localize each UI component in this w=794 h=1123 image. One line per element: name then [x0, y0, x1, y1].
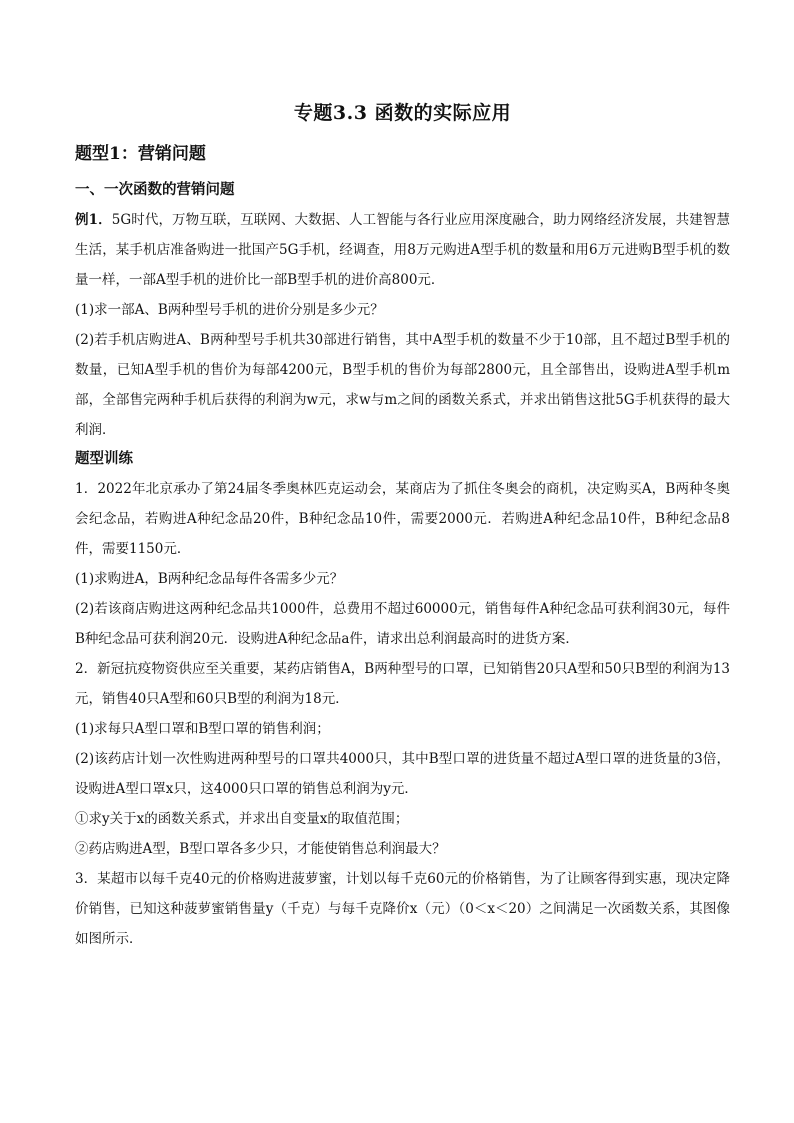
problem-2-question-2: (2)该药店计划一次性购进两种型号的口罩共4000只，其中B型口罩的进货量不超过A型口罩的进货量的3倍，设购进A型口罩x只，这4000只口罩的销售总利润为y元．: [75, 751, 730, 797]
problem-1-question-1: (1)求购进A，B两种纪念品每件各需多少元？: [75, 571, 344, 587]
example-paragraph: [75, 205, 730, 295]
document-title: 专题3.3 函数的实际应用: [293, 102, 512, 124]
problem-2-subquestion-1: ①求y关于x的函数关系式，并求出自变量x的取值范围；: [75, 811, 409, 827]
training-heading: 题型训练: [75, 450, 133, 467]
problem-2-question-1: (1)求每只A型口罩和B型口罩的销售利润；: [75, 721, 330, 737]
problem-3-text: 3．某超市以每千克40元的价格购进菠萝蜜，计划以每千克60元的价格销售，为了让顾客得到实惠，现决定降价销售，已知这种菠萝蜜销售量y（千克）与每千克降价x（元）（0＜x＜20）之间满足一次函数关系，其图像如图所示．: [75, 871, 730, 947]
problem-1-question-2: (2)若该商店购进这两种纪念品共1000件，总费用不超过60000元，销售每件A种纪念品可获利润30元，每件B种纪念品可获利润20元．设购进A种纪念品a件，请求出总利润最高时的进货方案．: [75, 601, 730, 647]
problem-2-subquestion-2: ②药店购进A型，B型口罩各多少只，才能使销售总利润最大？: [75, 841, 446, 857]
subsection-heading: 一、一次函数的营销问题: [75, 181, 235, 198]
example-question-2: (2)若手机店购进A、B两种型号手机共30部进行销售，其中A型手机的数量不少于10部，且不超过B型手机的数量，已知A型手机的售价为每部4200元，B型手机的售价为每部2800元，且全部售出，设购进A型手机m部，全部售完两种手机后获得的利润为w元，求w与m之间的函数关系式，并求出销售这批5G手机获得的最大利润．: [75, 332, 730, 438]
section-heading: 题型1：营销问题: [75, 144, 206, 164]
example-question-1: (1)求一部A、B两种型号手机的进价分别是多少元？: [75, 302, 384, 318]
problem-2-text: 2．新冠抗疫物资供应至关重要，某药店销售A，B两种型号的口罩，已知销售20只A型和50只B型的利润为13元，销售40只A型和60只B型的利润为18元．: [75, 661, 730, 707]
example-text: 5G时代，万物互联，互联网、大数据、人工智能与各行业应用深度融合，助力网络经济发展，共建智慧生活，某手机店准备购进一批国产5G手机，经调查，用8万元购进A型手机的数量和用6万元进购B型手机的数量一样，一部A型手机的进价比一部B型手机的进价高800元．: [75, 212, 730, 288]
problem-1-text: 1．2022年北京承办了第24届冬季奥林匹克运动会，某商店为了抓住冬奥会的商机，决定购买A，B两种冬奥会纪念品，若购进A种纪念品20件，B种纪念品10件，需要2000元．若购进A种纪念品10件，B种纪念品8件，需要1150元．: [75, 481, 730, 557]
document-content: [75, 98, 730, 954]
example-label: 例1．: [75, 212, 112, 228]
